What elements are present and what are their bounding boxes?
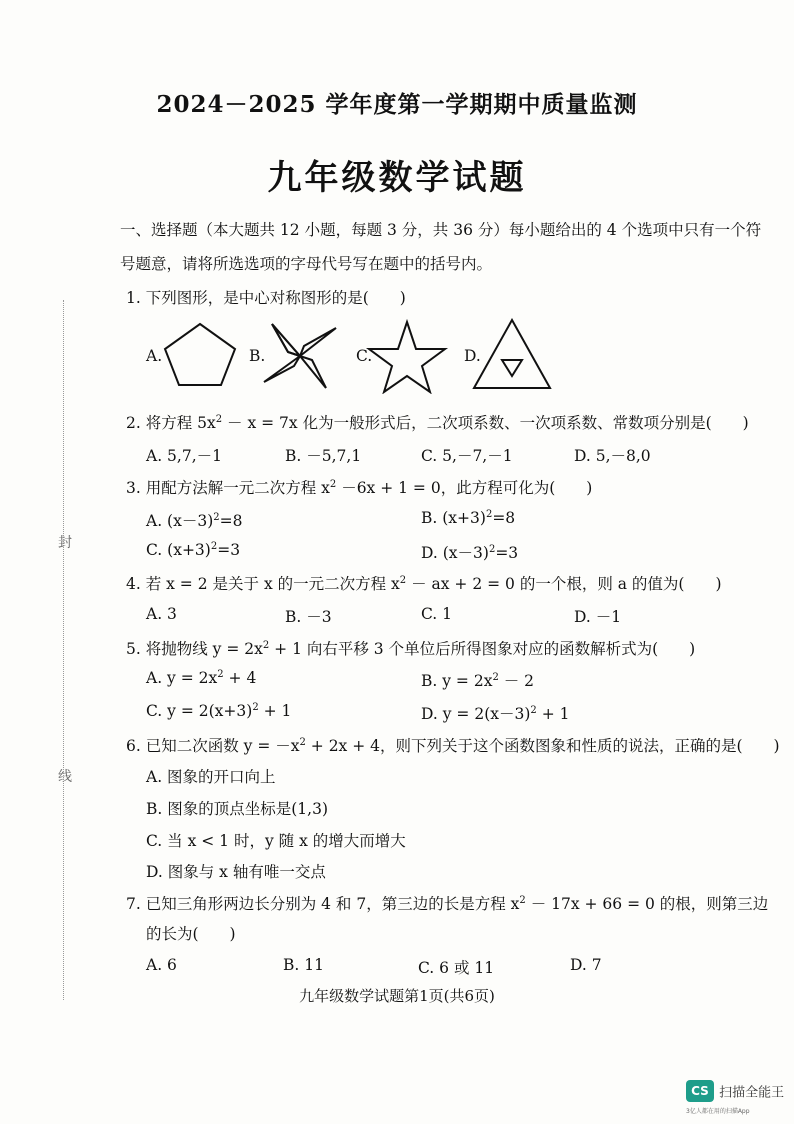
- exam-period: 2024－2025 学年度第一学期期中质量监测: [156, 91, 638, 118]
- scanner-watermark: [686, 1080, 786, 1115]
- q5-option-b-exp: 2: [492, 671, 499, 683]
- q2-option-d: D. 5,－8,0: [574, 447, 651, 465]
- q3-option-b-exp: 2: [485, 509, 493, 520]
- q7-option-c: C. 6 或 11: [418, 959, 495, 977]
- q7-exp: 2: [519, 894, 526, 906]
- q4-option-a: A. 3: [146, 605, 177, 623]
- q5-option-c-exp: 2: [252, 702, 259, 713]
- page-footer: 九年级数学试题第1页(共6页): [299, 987, 495, 1005]
- scanner-tagline: 3亿人都在用的扫描App: [686, 1108, 750, 1115]
- q5-stem-a: 5. 将抛物线 y = 2x: [126, 640, 263, 658]
- q5-stem-b: + 1 向右平移 3 个单位后所得图象对应的函数解析式为( ): [269, 640, 696, 658]
- q3-option-d: [421, 541, 518, 563]
- q1-figure-d-triangles: [474, 320, 550, 388]
- q1-figure-a-pentagon: [165, 324, 235, 385]
- q2-stem: [126, 411, 749, 433]
- q3-option-b: [421, 509, 515, 527]
- q6-option-b: B. 图象的顶点坐标是(1,3): [146, 800, 328, 818]
- q5-exp: 2: [262, 639, 270, 651]
- q5-option-c-pre: C. y = 2(x+3): [146, 702, 253, 721]
- section-intro-line2: 号题意，请将所选选项的字母代号写在题中的括号内。: [120, 255, 493, 273]
- q5-option-a: [146, 669, 256, 687]
- q5-option-b-post: － 2: [498, 672, 535, 690]
- q3-option-c: [146, 541, 240, 559]
- q6-option-d: D. 图象与 x 轴有唯一交点: [146, 863, 326, 881]
- q6-stem: [126, 734, 780, 756]
- q6-option-a: A. 图象的开口向上: [146, 768, 276, 786]
- q2-option-b: B. －5,7,1: [285, 447, 362, 465]
- q3-option-a: [146, 509, 242, 531]
- q1-figure-b-pinwheel: [264, 324, 336, 388]
- q3-exp: 2: [329, 478, 337, 490]
- q3-option-c-base: C. (x+3): [146, 541, 211, 560]
- q3-stem: [126, 476, 592, 498]
- q5-option-d-pre: D. y = 2(x－3): [421, 705, 531, 723]
- q6-stem-a: 6. 已知二次函数 y = －x: [126, 737, 300, 755]
- q5-option-a-pre: A. y = 2x: [146, 669, 218, 688]
- q4-option-c: C. 1: [421, 605, 453, 623]
- q7-stem-a: 7. 已知三角形两边长分别为 4 和 7，第三边的长是方程 x: [126, 895, 520, 913]
- q3-option-a-base: A. (x－3): [146, 512, 214, 530]
- margin-mark-seal: 封: [58, 535, 72, 551]
- q3-option-d-exp: 2: [488, 543, 496, 555]
- q3-option-d-rhs: =3: [495, 544, 519, 562]
- q2-option-a: A. 5,7,－1: [146, 447, 222, 465]
- q1-label-c: C.: [356, 347, 373, 365]
- q1-stem: 1. 下列图形，是中心对称图形的是( ): [126, 289, 406, 307]
- q5-option-a-exp: 2: [217, 669, 224, 680]
- q5-option-d-exp: 2: [530, 704, 537, 716]
- q5-option-a-post: + 4: [223, 669, 257, 688]
- q4-stem-b: － ax + 2 = 0 的一个根，则 a 的值为( ): [406, 575, 722, 593]
- q3-option-c-rhs: =3: [217, 541, 241, 560]
- q4-exp: 2: [399, 574, 407, 586]
- q6-option-c: C. 当 x < 1 时，y 随 x 的增大而增大: [146, 832, 406, 850]
- q7-option-a: A. 6: [146, 956, 177, 974]
- q3-option-d-base: D. (x－3): [421, 544, 489, 562]
- q5-option-d-post: + 1: [536, 705, 570, 723]
- q4-stem-a: 4. 若 x = 2 是关于 x 的一元二次方程 x: [126, 575, 400, 593]
- q1-label-b: B.: [249, 347, 266, 365]
- q4-option-d: D. －1: [574, 608, 622, 626]
- scanner-app-name: 扫描全能王: [719, 1085, 785, 1101]
- section-intro-line1: 一、选择题（本大题共 12 小题，每题 3 分，共 36 分）每小题给出的 4 个选项中只有一个符: [120, 221, 762, 239]
- exam-title: 九年级数学试题: [267, 158, 527, 198]
- q2-stem-b: － x = 7x 化为一般形式后，二次项系数、一次项系数、常数项分别是( ): [222, 414, 749, 432]
- q3-stem-a: 3. 用配方法解一元二次方程 x: [126, 479, 330, 497]
- q4-option-b: B. －3: [285, 608, 332, 626]
- q5-option-b: [421, 669, 534, 691]
- q7-stem-line2: 的长为( ): [146, 925, 236, 943]
- q3-option-b-rhs: =8: [492, 509, 516, 528]
- q3-option-c-exp: 2: [210, 541, 218, 552]
- q5-stem: [126, 637, 695, 659]
- binding-line: [63, 300, 64, 1000]
- q7-option-b: B. 11: [283, 956, 324, 974]
- q3-option-a-exp: 2: [213, 511, 220, 523]
- q5-option-c: [146, 702, 291, 720]
- q7-stem: [126, 892, 768, 914]
- q2-stem-a: 2. 将方程 5x: [126, 414, 216, 432]
- q5-option-c-post: + 1: [258, 702, 292, 721]
- q4-stem: [126, 572, 722, 594]
- scanner-logo-icon: CS: [686, 1080, 714, 1102]
- q5-option-b-pre: B. y = 2x: [421, 672, 493, 690]
- q7-option-d: D. 7: [570, 956, 602, 974]
- q3-option-a-rhs: =8: [219, 512, 243, 530]
- q1-figure-c-star: [369, 322, 445, 392]
- q7-stem-b: － 17x + 66 = 0 的根，则第三边: [525, 895, 769, 913]
- q1-figures: [160, 318, 560, 394]
- q2-exp: 2: [215, 413, 223, 425]
- q1-label-d: D.: [464, 347, 481, 365]
- q3-stem-b: －6x + 1 = 0，此方程可化为( ): [336, 479, 593, 497]
- q6-exp: 2: [299, 736, 306, 748]
- q3-option-b-base: B. (x+3): [421, 509, 486, 528]
- q5-option-d: [421, 702, 569, 724]
- margin-mark-line: 线: [58, 769, 72, 785]
- q1-label-a: A.: [146, 347, 163, 365]
- q6-stem-b: + 2x + 4，则下列关于这个函数图象和性质的说法，正确的是( ): [305, 737, 780, 755]
- q2-option-c: C. 5,－7,－1: [421, 447, 513, 465]
